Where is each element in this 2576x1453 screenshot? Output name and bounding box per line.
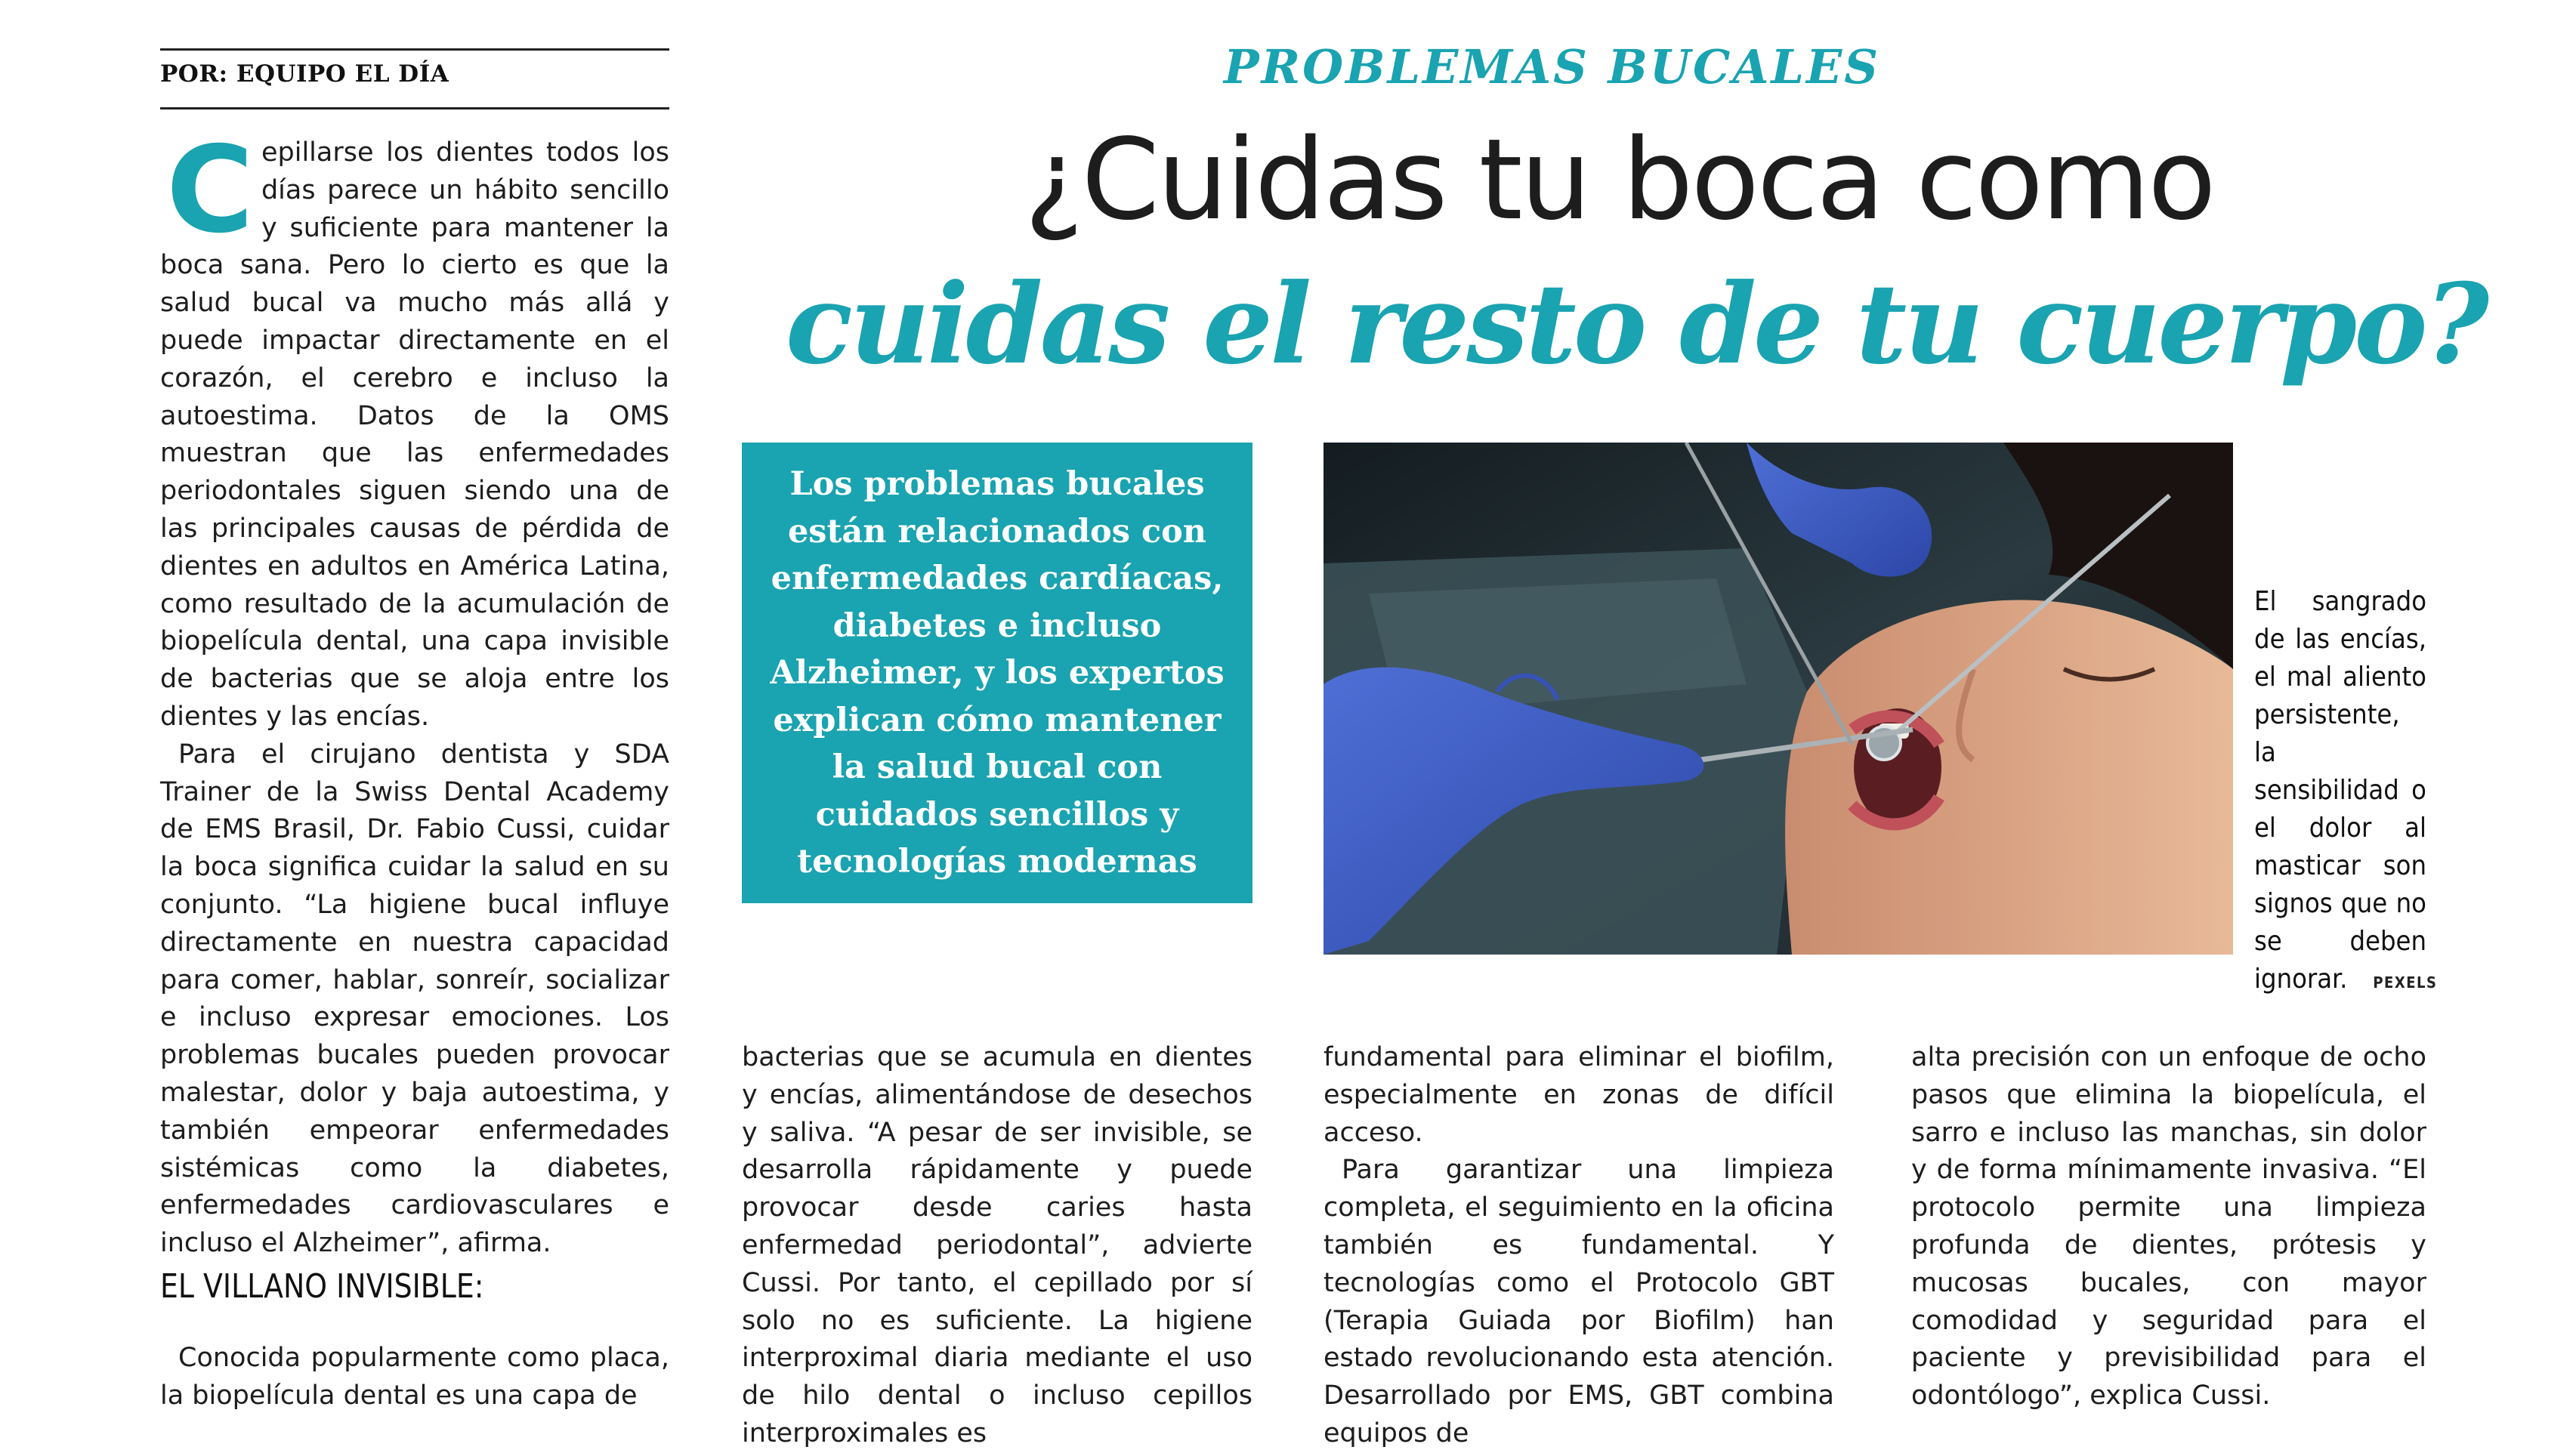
byline: POR: EQUIPO EL DÍA <box>160 60 449 88</box>
article-column-1 <box>160 121 669 1263</box>
photo-caption <box>2254 583 2438 1001</box>
photo-credit: PEXELS <box>2373 973 2438 992</box>
article-column-2 <box>742 1039 1252 1453</box>
paragraph-col4: alta precisión con un enfoque de ocho pasos que elimina la biopelícula, el sarro e incluso las manchas, sin dolor y de forma mínimamente invasiva. “El protocolo permite una limpieza profunda de dientes, prótesis y mucosas bucales, con mayor comodidad y seguridad para el paciente y previsibilidad para el odontólogo”, explica Cussi. <box>1911 1042 2426 1411</box>
paragraph-intro <box>160 121 669 736</box>
paragraph-col3-b: Para garantizar una limpieza completa, el seguimiento en la oficina también es fundamental. Y tecnologías como el Protocolo GBT (Terapia Guiada por Biofilm) han estado revolucionando esta atención. Desarrollado por EMS, GBT combina equipos de <box>1324 1155 1834 1448</box>
photo-illustration <box>1324 443 2233 955</box>
pull-quote-box: Los problemas bucales están relacionados con enfermedades cardíacas, diabetes e incluso Alzheimer, y los expertos explican cómo mantener la salud bucal con cuidados sencillos y tecnologías modernas <box>742 443 1252 903</box>
article-column-3 <box>1324 1039 1834 1453</box>
dental-exam-photo <box>1324 443 2233 955</box>
paragraph-placa: Conocida popularmente como placa, la biopelícula dental es una capa de <box>160 1343 669 1411</box>
headline-line-1: ¿Cuidas tu boca como <box>1024 115 2214 245</box>
paragraph-intro-text: epillarse los dientes todos los días parece un hábito sencillo y suficiente para mantener la boca sana. Pero lo cierto es que la salud bucal va mucho más allá y puede impactar directamente en el corazón, el cerebro e incluso la autoestima. Datos de la OMS muestran que las enfermedades periodontales siguen siendo una de las principales causas de pérdida de dientes en adultos en América Latina, como resultado de la acumulación de biopelícula dental, una capa invisible de bacterias que se aloja entre los dientes y las encías. <box>160 137 669 732</box>
drop-cap: C <box>166 121 254 260</box>
article-column-4 <box>1911 1039 2426 1415</box>
article-column-1-continued <box>160 1340 669 1415</box>
byline-bottom-rule <box>160 107 669 110</box>
paragraph-cussi-quote: Para el cirujano dentista y SDA Trainer de la Swiss Dental Academy de EMS Brasil, Dr. Fabio Cussi, cuidar la boca significa cuidar la salud en su conjunto. “La higiene bucal influye directamente en nuestra capacidad para comer, hablar, sonreír, socializar e incluso expresar emociones. Los problemas bucales pueden provocar malestar, dolor y baja autoestima, y también empeorar enfermedades sistémicas como la diabetes, enfermedades cardiovasculares e incluso el Alzheimer”, afirma. <box>160 739 669 1259</box>
paragraph-col3-a: fundamental para eliminar el biofilm, especialmente en zonas de difícil acceso. <box>1324 1042 1834 1148</box>
headline-line-2: cuidas el resto de tu cuerpo? <box>786 260 2487 389</box>
section-kicker: PROBLEMAS BUCALES <box>1224 39 1881 94</box>
paragraph-col2: bacterias que se acumula en dientes y encías, alimentándose de desechos y saliva. “A pesar de ser invisible, se desarrolla rápidamente y puede provocar desde caries hasta enfermedad periodontal”, advierte Cussi. Por tanto, el cepillado por sí solo no es suficiente. La higiene interproximal diaria mediante el uso de hilo dental o incluso cepillos interproximales es <box>742 1042 1252 1448</box>
byline-top-rule <box>160 48 669 51</box>
photo-caption-text: El sangrado de las encías, el mal aliento persistente, la sensibilidad o el dolor al masticar son signos que no se deben ignorar. <box>2254 586 2426 995</box>
section-subhead: EL VILLANO INVISIBLE: <box>160 1267 484 1306</box>
